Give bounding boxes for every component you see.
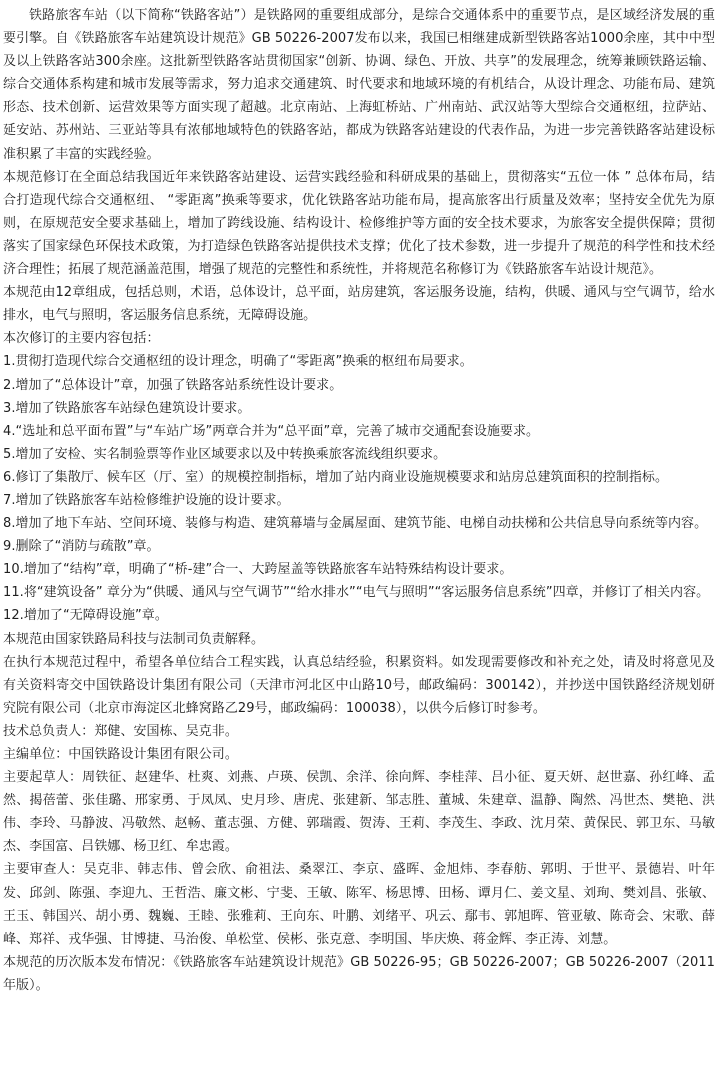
paragraph-reviewers: 主要审查人：吴克非、韩志伟、曾会欣、俞祖法、桑翠江、李京、盛晖、金旭炜、李春舫、郭明、于世平、景德岩、叶年发、邱剑、陈强、李迎九、王哲浩、廉文彬、宁斐、王敏、陈军、杨思博、田杨、谭月仁、姜文星、刘珣、樊刘昌、张敏、王玉、韩国兴、胡小勇、魏巍、王睦、张雅莉、王向东、叶鹏、刘绪平、巩云、鄢韦、郭旭晖、管亚敏、陈奇会、宋歌、薛峰、郑祥、戎华强、甘博捷、马治俊、单松堂、侯彬、张克意、李明国、毕庆焕、蒋金辉、李正涛、刘慧。 [3, 862, 715, 947]
paragraph-interpretation: 本规范由国家铁路局科技与法制司负责解释。 [3, 631, 265, 647]
list-item-change-1: 1.贯彻打造现代综合交通枢纽的设计理念，明确了“零距离”换乘的枢纽布局要求。 [3, 354, 473, 370]
paragraph-chapters: 本规范由12章组成，包括总则，术语，总体设计，总平面，站房建筑，客运服务设施，结构，供暖、通风与空气调节，给水排水，电气与照明，客运服务信息系统，无障碍设施。 [3, 285, 715, 324]
paragraph-feedback: 在执行本规范过程中，希望各单位结合工程实践，认真总结经验，积累资料。如发现需要修改和补充之处，请及时将意见及有关资料寄交中国铁路设计集团有限公司（天津市河北区中山路10号，邮政编码：300142），并抄送中国铁路经济规划研究院有限公司（北京市海淀区北蜂窝路乙29号，邮政编码：100038），以供今后修订时参考。 [3, 654, 715, 716]
list-item-change-11: 11.将“建筑设备” 章分为“供暖、通风与空气调节”“给水排水”“电气与照明”“客运服务信息系统”四章，并修订了相关内容。 [3, 585, 710, 601]
list-item-change-9: 9.删除了“消防与疏散”章。 [3, 539, 160, 555]
list-item-change-8: 8.增加了地下车站、空间环境、装修与构造、建筑幕墙与金属屋面、建筑节能、电梯自动扶梯和公共信息导向系统等内容。 [3, 516, 708, 532]
paragraph-chief-editor-unit: 主编单位：中国铁路设计集团有限公司。 [3, 747, 238, 762]
list-item-change-5: 5.增加了安检、实名制验票等作业区域要求以及中转换乘旅客流线组织要求。 [3, 446, 447, 462]
list-item-change-2: 2.增加了“总体设计”章，加强了铁路客站系统性设计要求。 [3, 377, 343, 393]
list-item-change-4: 4.“选址和总平面布置”与“车站广场”两章合并为“总平面”章，完善了城市交通配套设施要求。 [3, 423, 540, 439]
paragraph-main-changes-heading: 本次修订的主要内容包括： [3, 331, 160, 347]
list-item-change-10: 10.增加了“结构”章，明确了“桥-建”合一、大跨屋盖等铁路旅客车站特殊结构设计要求。 [3, 562, 513, 578]
list-item-change-7: 7.增加了铁路旅客车站检修维护设施的设计要求。 [3, 492, 290, 508]
list-item-change-6: 6.修订了集散厅、候车区（厅、室）的规模控制指标，增加了站内商业设施规模要求和站房总建筑面积的控制指标。 [3, 469, 669, 485]
paragraph-intro: 铁路旅客车站（以下简称“铁路客站”）是铁路网的重要组成部分，是综合交通体系中的重要节点，是区域经济发展的重要引擎。自《铁路旅客车站建筑设计规范》GB 50226-2007发布以来，我国已相继建成新型铁路客站1000余座，其中中型及以上铁路客站300余座。这批新型铁路客站贯彻国家“创新、协调、绿色、开放、共享”的发展理念，统筹兼顾铁路运输、综合交通体系构建和城市发展等需求，努力追求交通建筑、时代要求和地域环境的有机结合，从设计理念、功能布局、建筑形态、技术创新、运营效果等方面实现了超越。北京南站、上海虹桥站、广州南站、武汉站等大型综合交通枢纽，拉萨站、延安站、苏州站、三亚站等具有浓郁地域特色的铁路客站，都成为铁路客站建设的代表作品，为进一步完善铁路客站建设标准积累了丰富的实践经验。 [3, 8, 715, 162]
paragraph-revision-overview: 本规范修订在全面总结我国近年来铁路客站建设、运营实践经验和科研成果的基础上，贯彻落实“五位一体 ” 总体布局，结合打造现代综合交通枢纽、 “零距离”换乘等要求，优化铁路客站功能布局，提高旅客出行质量及效率；坚持安全优先为原则，在原规范安全要求基础上，增加了跨线设施、结构设计、检修维护等方面的安全技术要求，为旅客安全提供保障；贯彻落实了国家绿色环保技术政策，为打造绿色铁路客站提供技术支撑；优化了技术参数，进一步提升了规范的科学性和技术经济合理性；拓展了规范涵盖范围，增强了规范的完整性和系统性，并将规范名称修订为《铁路旅客车站设计规范》。 [3, 169, 715, 278]
paragraph-version-history: 本规范的历次版本发布情况：《铁路旅客车站建筑设计规范》GB 50226-95；GB 50226-2007；GB 50226-2007（2011年版）。 [3, 954, 715, 993]
list-item-change-12: 12.增加了“无障碍设施”章。 [3, 608, 168, 624]
list-item-change-3: 3.增加了铁路旅客车站绿色建筑设计要求。 [3, 400, 251, 416]
paragraph-drafters: 主要起草人：周铁征、赵建华、杜爽、刘燕、卢瑛、侯凯、余洋、徐向辉、李桂萍、吕小征、夏天妍、赵世嘉、孙红峰、孟然、揭蓓蕾、张佳璐、邢家勇、于凤凤、史月珍、唐虎、张建新、邹志胜、董城、朱建章、温静、陶然、冯世杰、樊艳、洪伟、李玲、马静波、冯敬然、赵畅、董志强、方健、郭瑞霞、贺涛、王莉、李茂生、李政、沈月荣、黄保民、郭卫东、马敏杰、李国富、吕铁娜、杨卫红、牟忠霞。 [3, 770, 715, 855]
paragraph-technical-leads: 技术总负责人：郑健、安国栋、吴克非。 [3, 723, 238, 739]
